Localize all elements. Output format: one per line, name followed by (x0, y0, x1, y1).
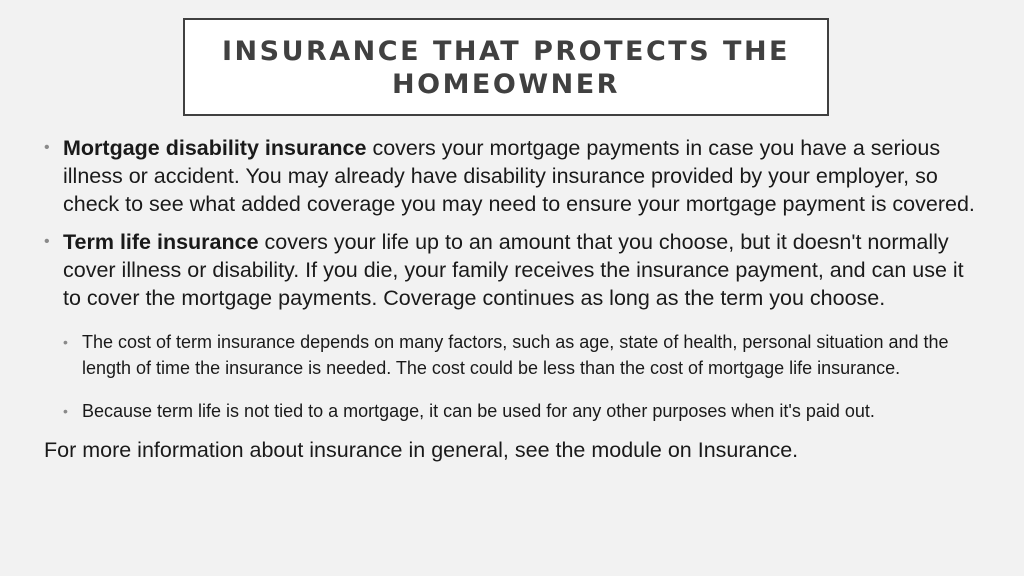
sub-bullet-text: The cost of term insurance depends on many factors, such as age, state of health, personal situation and the length of time the insurance is needed. The cost could be less than the cost of mortgage life insurance. (82, 332, 949, 378)
bullet-dot-icon: • (44, 139, 50, 156)
bullet-term: Mortgage disability insurance (63, 136, 367, 160)
bullet-term: Term life insurance (63, 230, 259, 254)
sub-bullet-text: Because term life is not tied to a mortgage, it can be used for any other purposes when it's paid out. (82, 401, 875, 421)
sub-bullet-not-tied (63, 399, 984, 425)
bullet-text: covers your mortgage payments in case you have a serious illness or accident. You may already have disability insurance provided by your employer, so check to see what added coverage you may need to ensure your mortgage payment is covered. (63, 136, 975, 216)
footer-note: For more information about insurance in general, see the module on Insurance. (44, 437, 799, 462)
title-line-1: INSURANCE THAT PROTECTS THE (221, 35, 790, 67)
slide-body (44, 134, 984, 464)
sub-bullet-cost (63, 330, 984, 381)
bullet-text: covers your life up to an amount that you choose, but it doesn't normally cover illness or disability. If you die, your family receives the insurance payment, and can use it to cover the mortgage payments. Coverage continues as long as the term you choose. (63, 230, 964, 310)
sub-bullet-dot-icon: • (63, 403, 68, 419)
title-box (183, 18, 829, 116)
title-line-2: HOMEOWNER (392, 68, 620, 100)
sub-bullet-dot-icon: • (63, 334, 68, 350)
bullet-mortgage-disability (44, 134, 984, 218)
bullet-term-life (44, 228, 984, 312)
slide-title (222, 34, 790, 101)
bullet-dot-icon: • (44, 233, 50, 250)
